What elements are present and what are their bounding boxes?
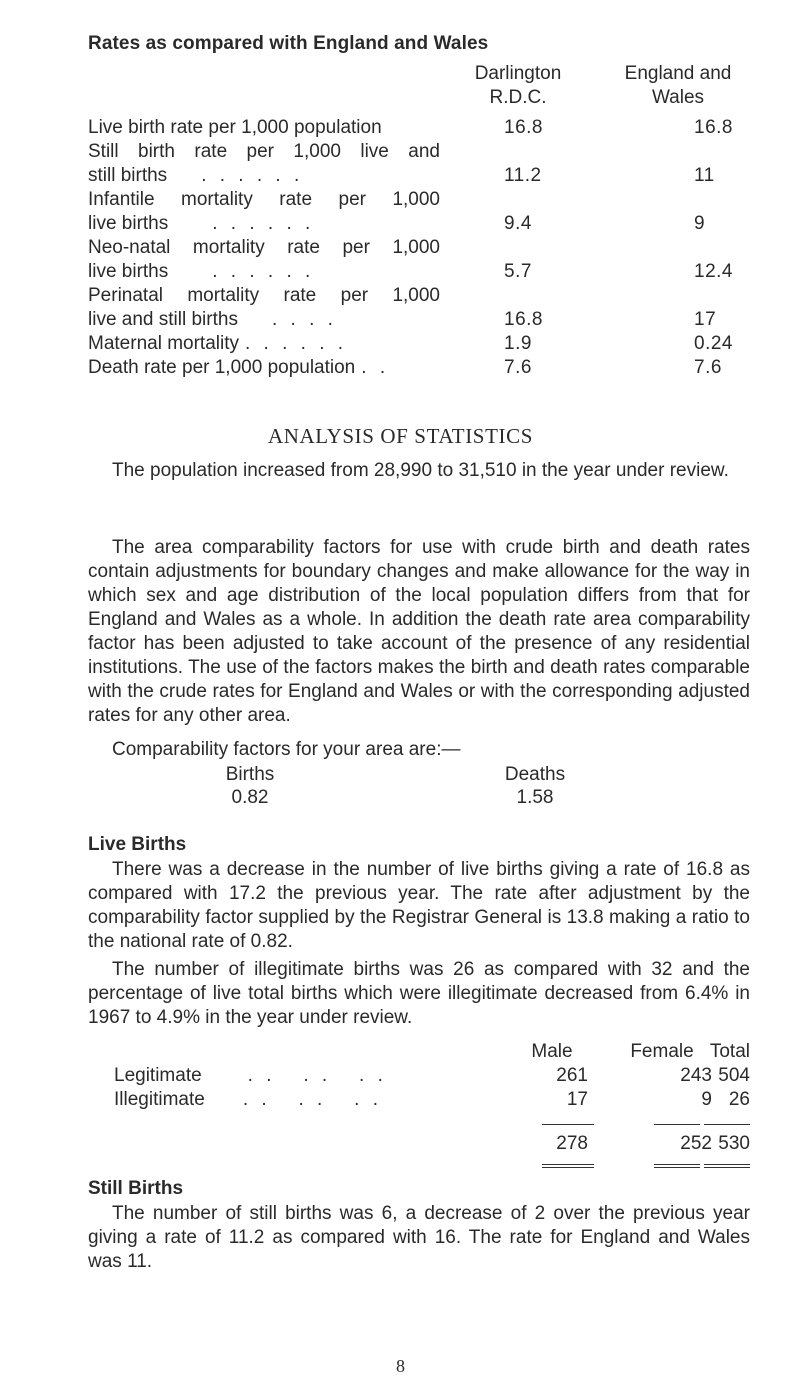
cell-female: 9 (701, 1089, 712, 1110)
cell-male: 261 (556, 1065, 588, 1086)
rate-label: Maternal mortality (88, 333, 239, 354)
sum-rule-female (654, 1124, 700, 1125)
population-paragraph (88, 459, 750, 483)
rate-value-darlington: 16.8 (504, 117, 543, 138)
leader-dots: . . . . (271, 309, 337, 330)
rate-row-infantile (88, 188, 748, 236)
rate-value-england: 12.4 (694, 261, 733, 282)
births-factor-label: Births (225, 764, 275, 785)
deaths-factor-value: 1.58 (516, 787, 554, 808)
header-male: Male (531, 1041, 573, 1062)
leader-dots: . . . . . . (212, 213, 315, 234)
rate-label-line2: live births (88, 213, 169, 234)
rate-value-england: 11 (694, 165, 715, 186)
live-births-paragraph-2 (88, 958, 750, 1030)
double-rule-female-1 (654, 1164, 700, 1165)
births-factor-value: 0.82 (231, 787, 269, 808)
rate-value-darlington: 9.4 (504, 213, 532, 234)
leader-dots: . . . . . . (212, 261, 315, 282)
rate-label-line1: Neo-natal mortality rate per 1,000 (88, 237, 440, 258)
total-female: 252 (680, 1133, 712, 1154)
rate-value-darlington: 11.2 (504, 165, 542, 186)
rate-value-england: 17 (694, 309, 717, 330)
live-births-text-1: There was a decrease in the number of live births giving a rate of 16.8 as compared with 17.2 the previous year. The rate after adjustment by the comparability factor supplied by the Registrar General is 13.8 making a ratio to the national rate of 0.82. (88, 859, 750, 952)
population-text: The population increased from 28,990 to 31,510 in the year under review. (112, 460, 729, 481)
rate-label-line1: Infantile mortality rate per 1,000 (88, 189, 440, 210)
rate-label: Death rate per 1,000 population (88, 357, 356, 378)
rate-value-england: 7.6 (694, 357, 722, 378)
double-rule-female-2 (654, 1167, 700, 1168)
rate-row-neonatal (88, 236, 748, 284)
col-england-line1: England and (624, 63, 732, 84)
deaths-factor-label: Deaths (504, 764, 566, 785)
rate-label: Live birth rate per 1,000 population (88, 117, 382, 138)
live-births-text-2: The number of illegitimate births was 26 as compared with 32 and the percentage of live total births which were illegitimate decreased from 6.4% in 1967 to 4.9% in the year under review. (88, 959, 750, 1028)
analysis-title: ANALYSIS OF STATISTICS (268, 424, 533, 448)
col-darlington-line1: Darlington (474, 63, 562, 84)
rate-value-england: 16.8 (694, 117, 733, 138)
rate-row-live-birth (88, 116, 748, 140)
leader-dots: . . . . . . (201, 165, 304, 186)
births-table (88, 1040, 750, 1154)
leader-dots: . . . . . . (247, 1065, 387, 1086)
still-births-heading: Still Births (88, 1178, 184, 1199)
leader-dots: . . . . . . (242, 1089, 383, 1110)
col-england-header (608, 62, 748, 110)
total-male: 278 (556, 1133, 588, 1154)
rate-row-maternal (88, 332, 748, 356)
row-label: Legitimate (114, 1065, 202, 1086)
rates-table-header (88, 62, 748, 116)
births-row-legitimate (88, 1064, 750, 1088)
rates-table (88, 62, 748, 380)
births-row-illegitimate (88, 1088, 750, 1112)
header-total: Total (709, 1041, 750, 1062)
cell-total: 26 (728, 1089, 750, 1110)
births-table-header (88, 1040, 750, 1064)
rate-row-still-birth (88, 140, 748, 188)
cell-female: 243 (680, 1065, 712, 1086)
rate-row-perinatal (88, 284, 748, 332)
rate-value-darlington: 16.8 (504, 309, 543, 330)
rate-value-darlington: 7.6 (504, 357, 532, 378)
factors-paragraph (88, 536, 750, 728)
rate-value-england: 0.24 (694, 333, 733, 354)
sum-rule-total (704, 1124, 750, 1125)
rate-label-line2: live births (88, 261, 169, 282)
rate-label-line2: live and still births (88, 309, 238, 330)
leader-dots: . . . . . . (245, 333, 348, 354)
cell-total: 504 (718, 1065, 750, 1086)
births-factor (205, 763, 295, 809)
factors-text: The area comparability factors for use with crude birth and death rates contain adjustments for boundary changes and make allowance for the way in which sex and age distribution of the local population differs from that for England and Wales as a whole. In addition the death rate area comparability factor has been adjusted to take account of the presence of any residential institutions. The use of the factors makes the birth and death rates comparable with the crude rates for England and Wales or with the corresponding adjusted rates for any other area. (88, 537, 750, 726)
live-births-paragraph-1 (88, 858, 750, 954)
still-births-text: The number of still births was 6, a decrease of 2 over the previous year giving a rate of 11.2 as compared with 16. The rate for England and Wales was 11. (88, 1203, 750, 1272)
double-rule-total-1 (704, 1164, 750, 1165)
rate-label-line1: Still birth rate per 1,000 live and (88, 141, 440, 162)
double-rule-male-2 (542, 1167, 594, 1168)
double-rule-male-1 (542, 1164, 594, 1165)
births-row-totals (88, 1132, 750, 1156)
rate-value-darlington: 5.7 (504, 261, 532, 282)
live-births-heading: Live Births (88, 834, 187, 855)
comparability-intro (88, 738, 750, 762)
page-number: 8 (396, 1356, 405, 1376)
still-births-paragraph (88, 1202, 750, 1274)
double-rule-total-2 (704, 1167, 750, 1168)
sum-rule-male (542, 1124, 594, 1125)
rate-label-line1: Perinatal mortality rate per 1,000 (88, 285, 440, 306)
rate-label-line2: still births (88, 165, 168, 186)
leader-dots: . . (361, 357, 390, 378)
col-england-line2: Wales (651, 87, 705, 108)
header-female: Female (630, 1041, 694, 1062)
total-total: 530 (718, 1133, 750, 1154)
deaths-factor (490, 763, 580, 809)
comparability-intro-text: Comparability factors for your area are:— (112, 739, 461, 760)
rate-value-england: 9 (694, 213, 706, 234)
rate-value-darlington: 1.9 (504, 333, 532, 354)
col-darlington-line2: R.D.C. (489, 87, 547, 108)
cell-male: 17 (566, 1089, 588, 1110)
rate-row-death (88, 356, 748, 380)
rates-heading: Rates as compared with England and Wales (88, 33, 489, 54)
row-label: Illegitimate (114, 1089, 205, 1110)
col-darlington-header (448, 62, 588, 110)
